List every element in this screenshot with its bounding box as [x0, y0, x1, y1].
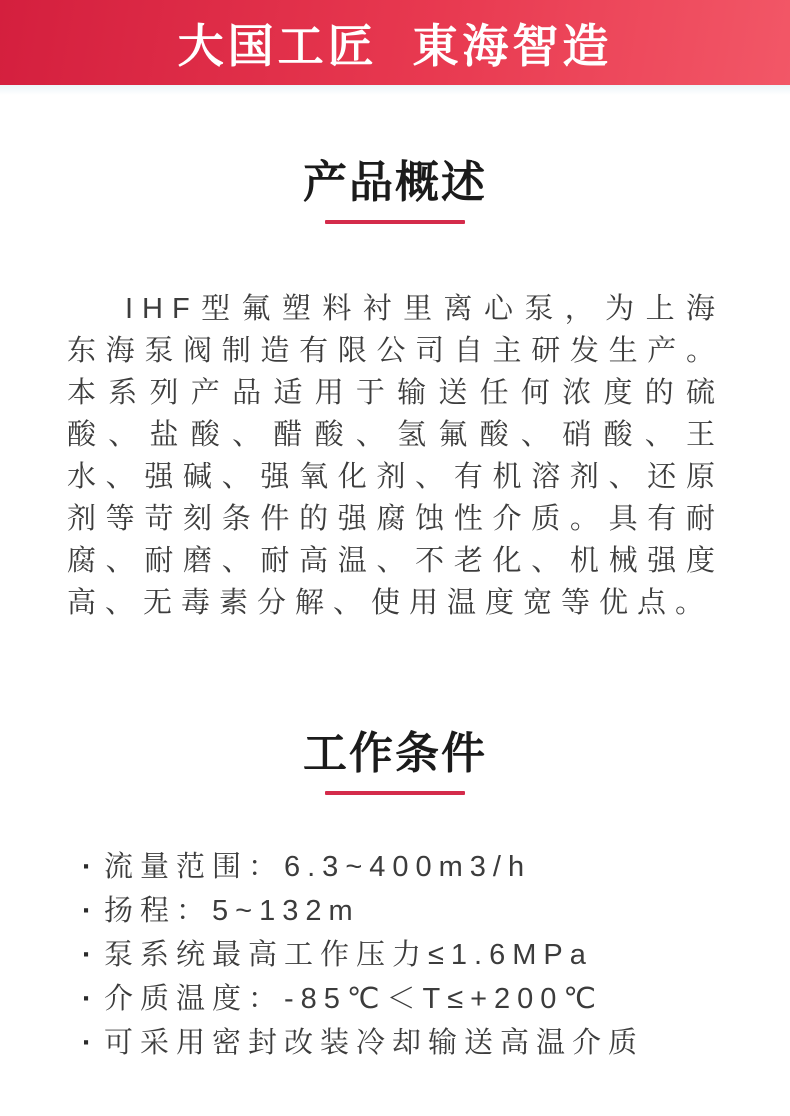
- bullet-dot-icon: ·: [82, 1027, 92, 1059]
- conditions-section-title: 工作条件: [303, 729, 487, 778]
- bullet-dot-icon: ·: [82, 983, 92, 1015]
- section-working-conditions: [0, 729, 790, 1065]
- condition-item-flow-range: [82, 845, 750, 889]
- header-banner: [0, 0, 790, 85]
- conditions-title-block: [0, 729, 790, 795]
- header-divider: [0, 85, 790, 95]
- overview-section-title: 产品概述: [303, 158, 487, 207]
- section-product-overview: [0, 158, 790, 624]
- condition-text: 介质温度：-85℃＜T≤+200℃: [104, 983, 604, 1015]
- condition-item-seal-cooling: [82, 1021, 750, 1065]
- condition-item-medium-temperature: [82, 977, 750, 1021]
- condition-item-max-pressure: [82, 933, 750, 977]
- condition-text: 泵系统最高工作压力≤1.6MPa: [104, 939, 593, 971]
- overview-paragraph: IHF型氟塑料衬里离心泵，为上海东海泵阀制造有限公司自主研发生产。本系列产品适用于输送任何浓度的硫酸、盐酸、醋酸、氢氟酸、硝酸、王水、强碱、强氧化剂、有机溶剂、还原剂等苛刻条件的强腐蚀性介质。具有耐腐、耐磨、耐高温、不老化、机械强度高、无毒素分解、使用温度宽等优点。: [67, 293, 724, 619]
- bullet-dot-icon: ·: [82, 851, 92, 883]
- condition-text: 流量范围：6.3~400m3/h: [104, 851, 532, 883]
- condition-text: 扬程：5~132m: [104, 895, 360, 927]
- header-title: 大国工匠 東海智造: [177, 19, 613, 72]
- conditions-title-underline: [325, 791, 465, 795]
- bullet-dot-icon: ·: [82, 895, 92, 927]
- bullet-dot-icon: ·: [82, 939, 92, 971]
- condition-text: 可采用密封改装冷却输送高温介质: [104, 1027, 645, 1059]
- overview-title-underline: [325, 220, 465, 224]
- conditions-list: [82, 845, 750, 1065]
- condition-item-head: [82, 889, 750, 933]
- overview-title-block: [0, 158, 790, 224]
